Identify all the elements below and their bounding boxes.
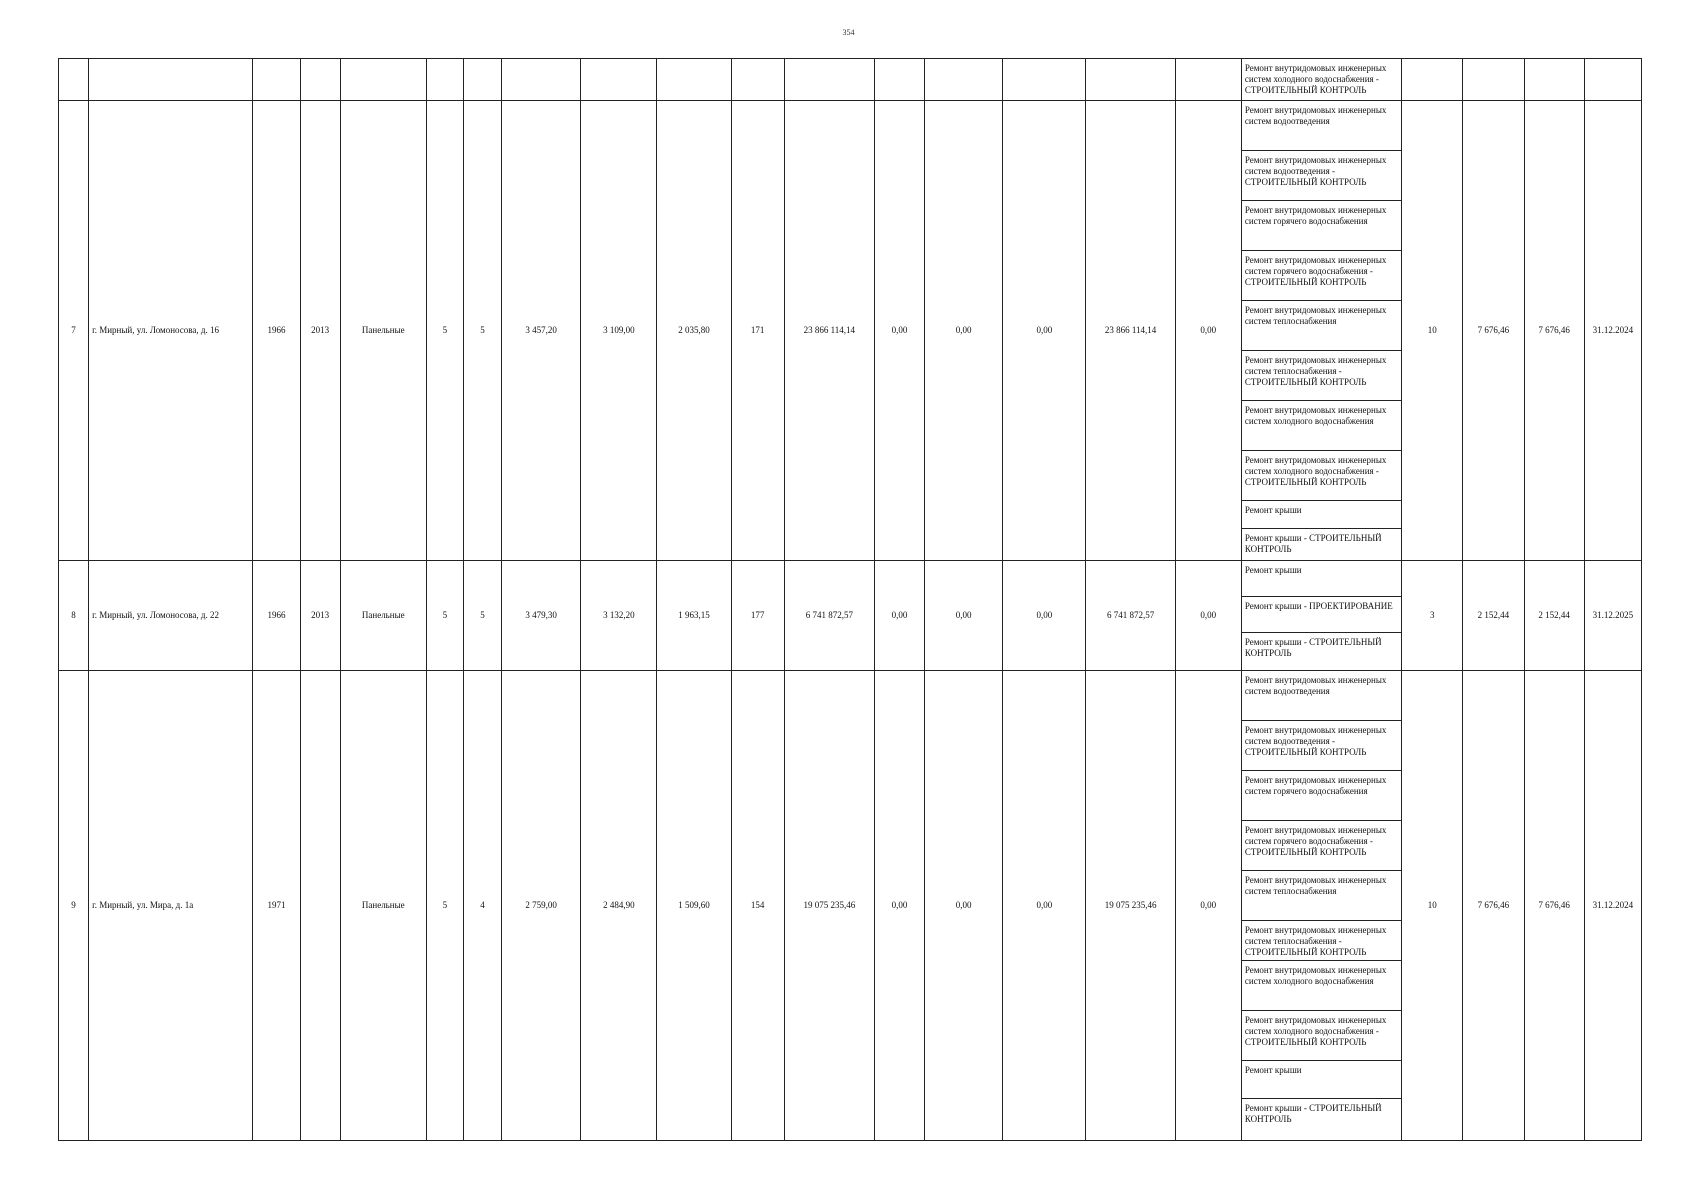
entrances-cell: 4 bbox=[463, 671, 501, 1141]
work-item-cell: Ремонт внутридомовых инженерных систем холодного водоснабжения - СТРОИТЕЛЬНЫЙ КОНТРОЛЬ bbox=[1241, 1011, 1401, 1061]
fund-federal-cell: 0,00 bbox=[874, 671, 924, 1141]
residential-area-cell bbox=[657, 59, 731, 101]
year-renovated-cell bbox=[300, 59, 340, 101]
year-built-cell bbox=[253, 59, 300, 101]
work-item-cell: Ремонт крыши bbox=[1241, 501, 1401, 529]
fund-other-cell bbox=[1175, 59, 1241, 101]
year-renovated-cell bbox=[300, 671, 340, 1141]
work-item-cell: Ремонт внутридомовых инженерных систем холодного водоснабжения - СТРОИТЕЛЬНЫЙ КОНТРОЛЬ bbox=[1241, 451, 1401, 501]
work-count-cell: 3 bbox=[1402, 561, 1463, 671]
fund-local-cell: 0,00 bbox=[1003, 671, 1086, 1141]
row-num-cell bbox=[59, 59, 89, 101]
address-cell: г. Мирный, ул. Мира, д. 1а bbox=[89, 671, 253, 1141]
floors-cell bbox=[426, 59, 463, 101]
total-area-cell: 2 759,00 bbox=[502, 671, 581, 1141]
address-cell: г. Мирный, ул. Ломоносова, д. 22 bbox=[89, 561, 253, 671]
unit-cost-cell: 7 676,46 bbox=[1463, 671, 1524, 1141]
fund-local-cell: 0,00 bbox=[1003, 561, 1086, 671]
work-item-cell: Ремонт внутридомовых инженерных систем горячего водоснабжения - СТРОИТЕЛЬНЫЙ КОНТРОЛЬ bbox=[1241, 251, 1401, 301]
total-area-cell: 3 457,20 bbox=[502, 101, 581, 561]
work-item-cell: Ремонт крыши - СТРОИТЕЛЬНЫЙ КОНТРОЛЬ bbox=[1241, 529, 1401, 561]
total-area-cell: 3 479,30 bbox=[502, 561, 581, 671]
row-num-cell: 7 bbox=[59, 101, 89, 561]
wall-material-cell: Панельные bbox=[340, 671, 426, 1141]
unit-cost-cell: 7 676,46 bbox=[1463, 101, 1524, 561]
work-item-cell: Ремонт внутридомовых инженерных систем холодного водоснабжения bbox=[1241, 961, 1401, 1011]
table-body bbox=[59, 59, 1642, 1141]
year-renovated-cell: 2013 bbox=[300, 101, 340, 561]
premises-area-cell: 3 109,00 bbox=[581, 101, 657, 561]
work-item-cell: Ремонт крыши bbox=[1241, 1061, 1401, 1099]
deadline-cell: 31.12.2024 bbox=[1584, 101, 1641, 561]
wall-material-cell: Панельные bbox=[340, 101, 426, 561]
entrances-cell bbox=[463, 59, 501, 101]
total-area-cell bbox=[502, 59, 581, 101]
work-item-cell: Ремонт внутридомовых инженерных систем теплоснабжения bbox=[1241, 871, 1401, 921]
year-built-cell: 1966 bbox=[253, 561, 300, 671]
renovation-table bbox=[58, 58, 1642, 1141]
work-item-cell: Ремонт внутридомовых инженерных систем водоотведения bbox=[1241, 101, 1401, 151]
unit-cost-limit-cell: 7 676,46 bbox=[1524, 101, 1584, 561]
fund-local-cell: 0,00 bbox=[1003, 101, 1086, 561]
table-row bbox=[59, 561, 1642, 597]
residents-cell: 177 bbox=[731, 561, 784, 671]
work-item-cell: Ремонт внутридомовых инженерных систем горячего водоснабжения bbox=[1241, 201, 1401, 251]
fund-other-cell: 0,00 bbox=[1175, 671, 1241, 1141]
work-item-cell: Ремонт внутридомовых инженерных систем водоотведения - СТРОИТЕЛЬНЫЙ КОНТРОЛЬ bbox=[1241, 721, 1401, 771]
work-item-cell: Ремонт внутридомовых инженерных систем теплоснабжения bbox=[1241, 301, 1401, 351]
address-cell: г. Мирный, ул. Ломоносова, д. 16 bbox=[89, 101, 253, 561]
floors-cell: 5 bbox=[426, 101, 463, 561]
work-item-cell: Ремонт крыши bbox=[1241, 561, 1401, 597]
work-item-cell: Ремонт внутридомовых инженерных систем водоотведения - СТРОИТЕЛЬНЫЙ КОНТРОЛЬ bbox=[1241, 151, 1401, 201]
entrances-cell: 5 bbox=[463, 561, 501, 671]
entrances-cell: 5 bbox=[463, 101, 501, 561]
deadline-cell: 31.12.2024 bbox=[1584, 671, 1641, 1141]
work-count-cell bbox=[1402, 59, 1463, 101]
residential-area-cell: 1 509,60 bbox=[657, 671, 731, 1141]
work-item-cell: Ремонт крыши - ПРОЕКТИРОВАНИЕ bbox=[1241, 597, 1401, 633]
year-renovated-cell: 2013 bbox=[300, 561, 340, 671]
work-item-cell: Ремонт внутридомовых инженерных систем горячего водоснабжения - СТРОИТЕЛЬНЫЙ КОНТРОЛЬ bbox=[1241, 821, 1401, 871]
fund-federal-cell bbox=[874, 59, 924, 101]
floors-cell: 5 bbox=[426, 671, 463, 1141]
premises-area-cell bbox=[581, 59, 657, 101]
wall-material-cell: Панельные bbox=[340, 561, 426, 671]
work-count-cell: 10 bbox=[1402, 101, 1463, 561]
residential-area-cell: 1 963,15 bbox=[657, 561, 731, 671]
fund-regional-cell: 0,00 bbox=[925, 671, 1003, 1141]
work-item-cell: Ремонт внутридомовых инженерных систем горячего водоснабжения bbox=[1241, 771, 1401, 821]
page-number: 354 bbox=[842, 28, 855, 37]
total-cost-cell: 6 741 872,57 bbox=[784, 561, 874, 671]
year-built-cell: 1966 bbox=[253, 101, 300, 561]
unit-cost-cell: 2 152,44 bbox=[1463, 561, 1524, 671]
work-item-cell: Ремонт крыши - СТРОИТЕЛЬНЫЙ КОНТРОЛЬ bbox=[1241, 1099, 1401, 1141]
total-cost-cell: 19 075 235,46 bbox=[784, 671, 874, 1141]
fund-regional-cell: 0,00 bbox=[925, 561, 1003, 671]
row-num-cell: 8 bbox=[59, 561, 89, 671]
table-row bbox=[59, 101, 1642, 151]
table-row bbox=[59, 59, 1642, 101]
floors-cell: 5 bbox=[426, 561, 463, 671]
fund-federal-cell: 0,00 bbox=[874, 561, 924, 671]
residents-cell bbox=[731, 59, 784, 101]
work-item-cell: Ремонт внутридомовых инженерных систем теплоснабжения - СТРОИТЕЛЬНЫЙ КОНТРОЛЬ bbox=[1241, 351, 1401, 401]
deadline-cell bbox=[1584, 59, 1641, 101]
fund-local-cell bbox=[1003, 59, 1086, 101]
work-item-cell: Ремонт крыши - СТРОИТЕЛЬНЫЙ КОНТРОЛЬ bbox=[1241, 633, 1401, 671]
work-item-cell: Ремонт внутридомовых инженерных систем холодного водоснабжения bbox=[1241, 401, 1401, 451]
residents-cell: 154 bbox=[731, 671, 784, 1141]
work-count-cell: 10 bbox=[1402, 671, 1463, 1141]
residents-cell: 171 bbox=[731, 101, 784, 561]
work-item-cell: Ремонт внутридомовых инженерных систем водоотведения bbox=[1241, 671, 1401, 721]
fund-owners-cell: 23 866 114,14 bbox=[1086, 101, 1175, 561]
unit-cost-limit-cell: 7 676,46 bbox=[1524, 671, 1584, 1141]
row-num-cell: 9 bbox=[59, 671, 89, 1141]
fund-owners-cell: 6 741 872,57 bbox=[1086, 561, 1175, 671]
total-cost-cell: 23 866 114,14 bbox=[784, 101, 874, 561]
total-cost-cell bbox=[784, 59, 874, 101]
fund-other-cell: 0,00 bbox=[1175, 561, 1241, 671]
fund-regional-cell bbox=[925, 59, 1003, 101]
wall-material-cell bbox=[340, 59, 426, 101]
premises-area-cell: 3 132,20 bbox=[581, 561, 657, 671]
table-row bbox=[59, 671, 1642, 721]
unit-cost-cell bbox=[1463, 59, 1524, 101]
unit-cost-limit-cell bbox=[1524, 59, 1584, 101]
fund-regional-cell: 0,00 bbox=[925, 101, 1003, 561]
unit-cost-limit-cell: 2 152,44 bbox=[1524, 561, 1584, 671]
fund-owners-cell: 19 075 235,46 bbox=[1086, 671, 1175, 1141]
fund-owners-cell bbox=[1086, 59, 1175, 101]
address-cell bbox=[89, 59, 253, 101]
premises-area-cell: 2 484,90 bbox=[581, 671, 657, 1141]
fund-federal-cell: 0,00 bbox=[874, 101, 924, 561]
residential-area-cell: 2 035,80 bbox=[657, 101, 731, 561]
deadline-cell: 31.12.2025 bbox=[1584, 561, 1641, 671]
year-built-cell: 1971 bbox=[253, 671, 300, 1141]
work-item-cell: Ремонт внутридомовых инженерных систем теплоснабжения - СТРОИТЕЛЬНЫЙ КОНТРОЛЬ bbox=[1241, 921, 1401, 961]
fund-other-cell: 0,00 bbox=[1175, 101, 1241, 561]
work-item-cell: Ремонт внутридомовых инженерных систем холодного водоснабжения - СТРОИТЕЛЬНЫЙ КОНТРОЛЬ bbox=[1241, 59, 1401, 101]
